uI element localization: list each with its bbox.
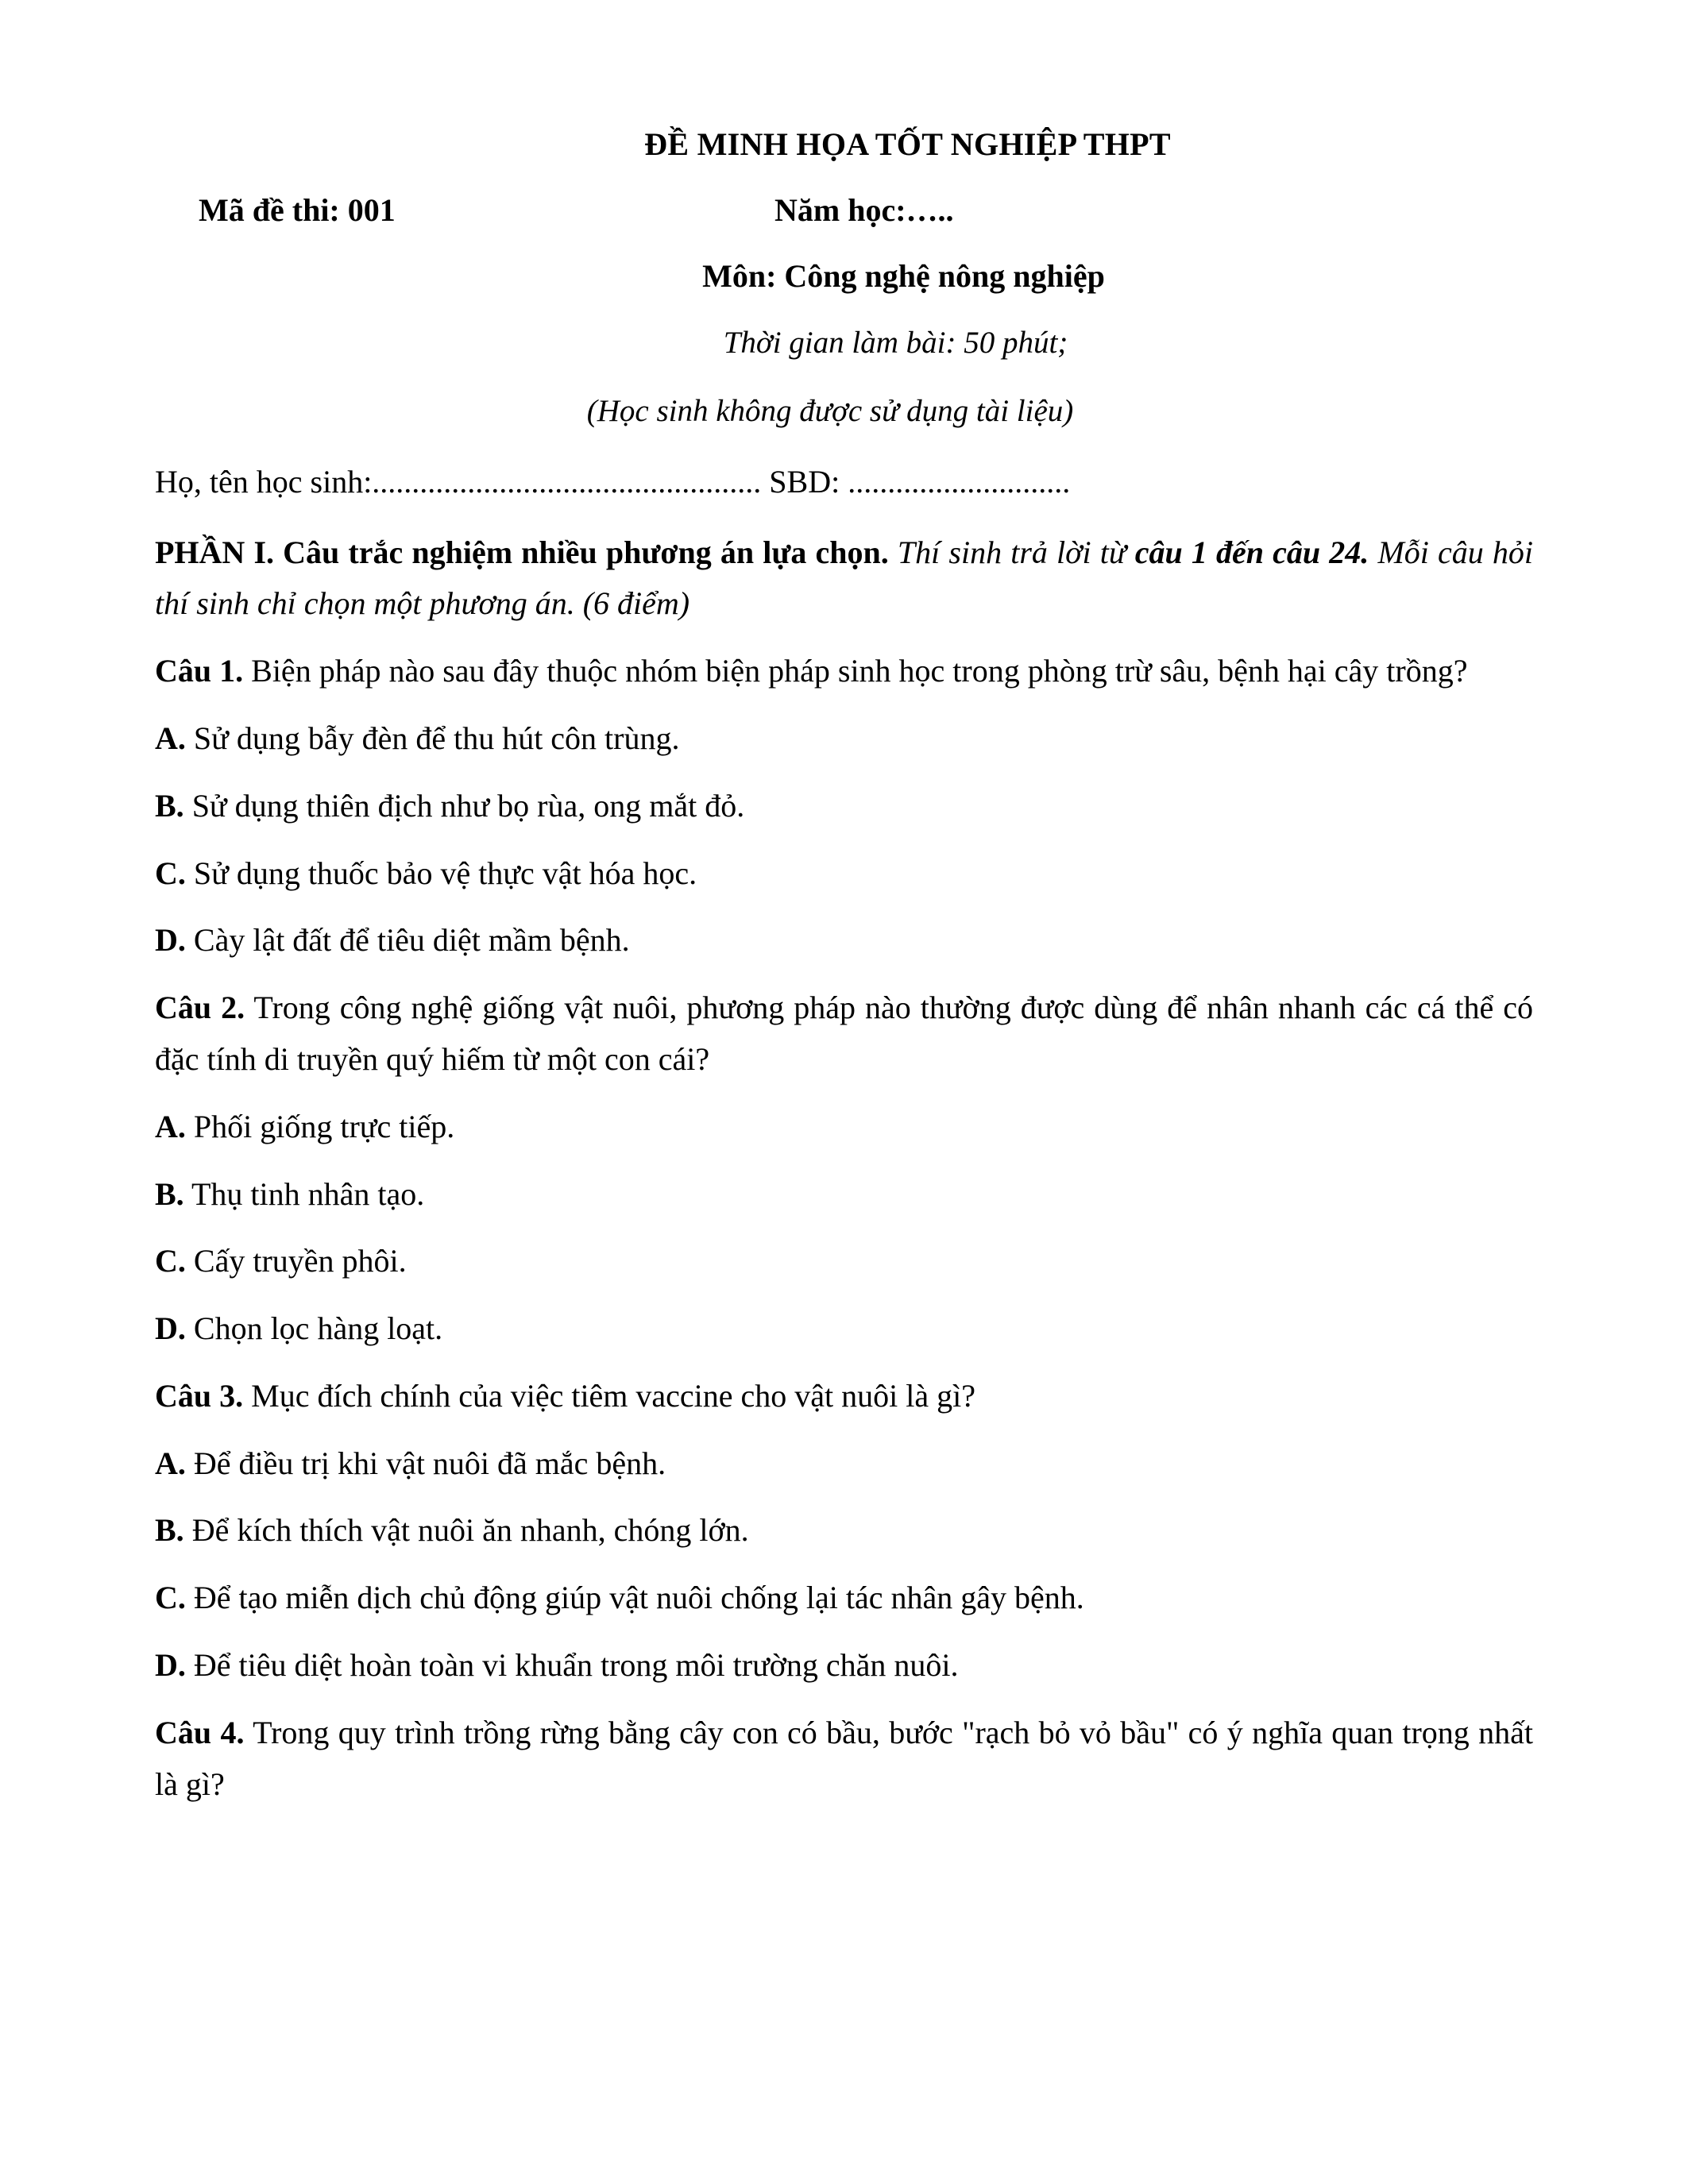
question-4 [155,1707,1533,1811]
exam-document [155,119,1533,1810]
option-text: Để tiêu diệt hoàn toàn vi khuẩn trong môi trường chăn nuôi. [185,1647,959,1684]
part-1-title: PHẦN I. Câu trắc nghiệm nhiều phương án lựa chọn. [155,534,889,570]
question-2-text: Trong công nghệ giống vật nuôi, phương pháp nào thường được dùng để nhân nhanh các cá thể có đặc tính di truyền quý hiếm từ một con cái? [155,990,1533,1077]
question-3-option-a[interactable] [155,1438,1533,1490]
question-4-label: Câu 4. [155,1714,245,1750]
option-text: Sử dụng thuốc bảo vệ thực vật hóa học. [185,855,697,891]
exam-code: Mã đề thi: 001 [199,191,396,228]
option-label: D. [155,1647,186,1684]
question-2 [155,982,1533,1086]
page-title: ĐỀ MINH HỌA TỐT NGHIỆP THPT [644,126,1171,162]
option-text: Để tạo miễn dịch chủ động giúp vật nuôi chống lại tác nhân gây bệnh. [185,1580,1084,1616]
option-label: A. [155,1108,186,1144]
question-3-text: Mục đích chính của việc tiêm vaccine cho vật nuôi là gì? [243,1377,976,1414]
question-1-option-a[interactable] [155,713,1533,765]
subject-line: Môn: Công nghệ nông nghiệp [702,257,1105,294]
header-row [155,185,1533,237]
option-label: C. [155,855,186,891]
option-text: Để điều trị khi vật nuôi đã mắc bệnh. [185,1445,666,1481]
option-text: Cày lật đất để tiêu diệt mầm bệnh. [185,922,630,959]
question-4-text: Trong quy trình trồng rừng bằng cây con có bầu, bước "rạch bỏ vỏ bầu" có ý nghĩa quan trọng nhất là gì? [155,1714,1533,1802]
option-text: Cấy truyền phôi. [185,1243,407,1279]
materials-note: (Học sinh không được sử dụng tài liệu) [586,393,1074,428]
question-2-option-c[interactable] [155,1236,1533,1287]
option-text: Sử dụng thiên địch như bọ rùa, ong mắt đỏ. [183,787,745,824]
option-label: D. [155,1310,186,1347]
option-label: B. [155,1512,184,1549]
option-label: B. [155,787,184,824]
school-year: Năm học:….. [774,191,954,228]
question-2-option-b[interactable] [155,1169,1533,1221]
question-2-label: Câu 2. [155,990,245,1026]
part-1-range: câu 1 đến câu 24. [1134,534,1369,570]
question-3 [155,1371,1533,1422]
option-label: C. [155,1243,186,1279]
question-1-option-d[interactable] [155,915,1533,967]
question-2-option-d[interactable] [155,1303,1533,1355]
student-name-line: Họ, tên học sinh:................................................. SBD: ............................ [155,463,1071,500]
question-3-option-c[interactable] [155,1572,1533,1624]
duration-line: Thời gian làm bài: 50 phút; [723,326,1068,361]
question-3-option-b[interactable] [155,1505,1533,1557]
option-label: A. [155,1445,186,1481]
option-text: Thụ tinh nhân tạo. [183,1175,425,1212]
question-1-label: Câu 1. [155,653,244,689]
question-2-option-a[interactable] [155,1102,1533,1153]
option-text: Để kích thích vật nuôi ăn nhanh, chóng lớn. [183,1512,749,1549]
option-text: Phối giống trực tiếp. [185,1108,455,1144]
question-1-option-c[interactable] [155,848,1533,900]
part-1-instruction-b: Mỗi câu hỏi thí sinh chỉ chọn một phương án. (6 điểm) [155,534,1533,622]
option-label: B. [155,1175,184,1212]
question-1-text: Biện pháp nào sau đây thuộc nhóm biện pháp sinh học trong phòng trừ sâu, bệnh hại cây trồng? [243,653,1468,689]
part-1-heading [155,527,1533,631]
option-text: Sử dụng bẫy đèn để thu hút côn trùng. [185,720,680,756]
question-3-label: Câu 3. [155,1377,244,1414]
question-3-option-d[interactable] [155,1640,1533,1692]
question-1-option-b[interactable] [155,781,1533,832]
option-label: A. [155,720,186,756]
option-text: Chọn lọc hàng loạt. [185,1310,443,1347]
question-1 [155,646,1533,697]
option-label: D. [155,922,186,959]
option-label: C. [155,1580,186,1616]
part-1-instruction-a: Thí sinh trả lời từ [888,534,1135,570]
